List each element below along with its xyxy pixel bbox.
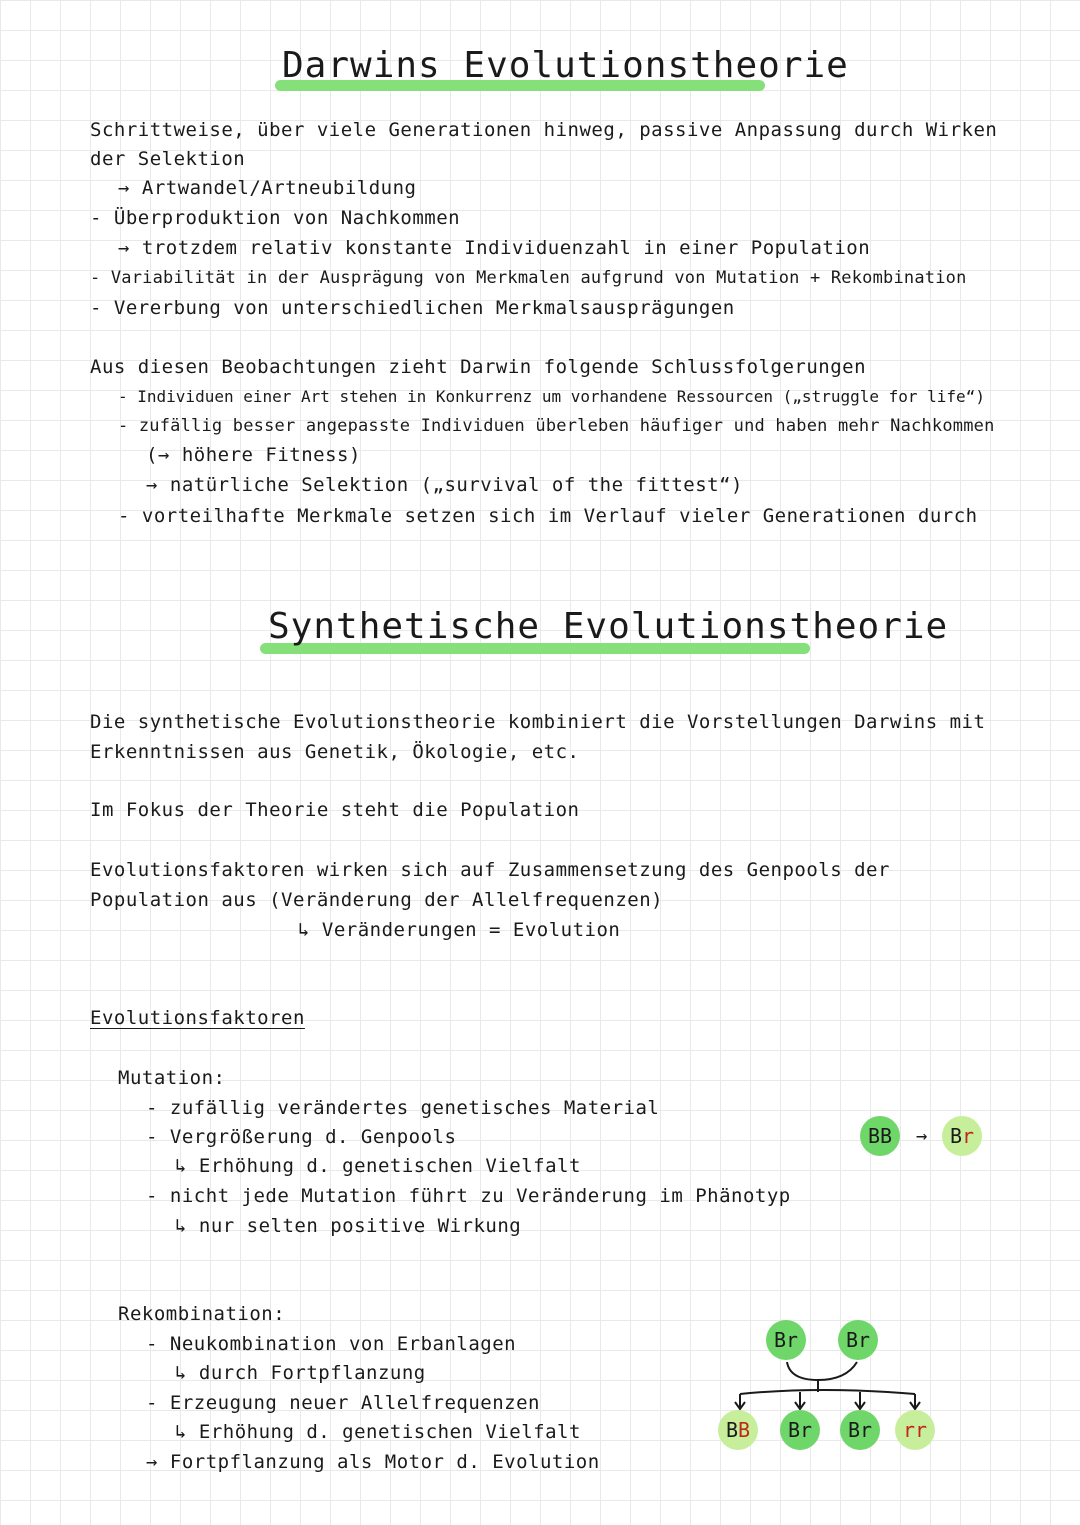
allele: B [880,1124,893,1148]
genotype-label: rr [902,1418,928,1442]
synthetic-line: Die synthetische Evolutionstheorie kombiniert die Vorstellungen Darwins mit [90,711,986,733]
conclusion-item: (→ höhere Fitness) [146,444,361,466]
conclusion-item: → natürliche Selektion („survival of the fittest“) [146,474,743,496]
genotype-label: Br [845,1328,871,1352]
recombination-line: → Fortpflanzung als Motor d. Evolution [146,1451,600,1473]
conclusion-intro: Aus diesen Beobachtungen zieht Darwin folgende Schlussfolgerungen [90,356,867,378]
offspring-circle [718,1410,758,1450]
synthetic-line: Erkenntnissen aus Genetik, Ökologie, etc. [90,741,580,763]
mutation-line: ↳ nur selten positive Wirkung [175,1215,522,1237]
allele: r [962,1124,975,1148]
darwin-line: - Überproduktion von Nachkommen [90,207,461,229]
allele: B [867,1124,880,1148]
mutation-line: - Vergrößerung d. Genpools [146,1126,457,1148]
conclusion-item: - Individuen einer Art stehen in Konkurrenz um vorhandene Ressourcen („struggle for life“) [118,387,985,406]
offspring-circle [840,1410,880,1450]
recombination-line: ↳ Erhöhung d. genetischen Vielfalt [175,1421,581,1443]
mutation-line: - nicht jede Mutation führt zu Veränderung im Phänotyp [146,1185,791,1207]
recombination-label: Rekombination: [118,1303,286,1325]
synthetic-line: Im Fokus der Theorie steht die Population [90,799,580,821]
synthetic-line: ↳ Veränderungen = Evolution [298,919,621,941]
recombination-line: - Neukombination von Erbanlagen [146,1333,517,1355]
darwin-line: der Selektion [90,148,246,170]
darwin-line: - Vererbung von unterschiedlichen Merkmalsausprägungen [90,297,735,319]
conclusion-item: - vorteilhafte Merkmale setzen sich im Verlauf vieler Generationen durch [118,505,978,527]
allele: B [738,1418,751,1442]
darwin-line: Schrittweise, über viele Generationen hinweg, passive Anpassung durch Wirken [90,119,998,141]
offspring-circle [780,1410,820,1450]
allele: B [949,1124,962,1148]
parent-circle [838,1320,878,1360]
genotype-label: Br [847,1418,873,1442]
recombination-line: ↳ durch Fortpflanzung [175,1362,426,1384]
conclusion-item: - zufällig besser angepasste Individuen überleben häufiger und haben mehr Nachkommen [118,416,995,436]
darwin-line: → trotzdem relativ konstante Individuenzahl in einer Population [118,237,871,259]
mutation-label: Mutation: [118,1067,226,1089]
offspring-circle [895,1410,935,1450]
synthetic-line: Evolutionsfaktoren wirken sich auf Zusammensetzung des Genpools der [90,859,890,881]
synthetic-line: Population aus (Veränderung der Allelfrequenzen) [90,889,664,911]
mutation-arrow: → [916,1125,928,1147]
parent-circle [766,1320,806,1360]
darwin-line: - Variabilität in der Ausprägung von Merkmalen aufgrund von Mutation + Rekombination [90,268,967,288]
mutation-line: ↳ Erhöhung d. genetischen Vielfalt [175,1155,581,1177]
factors-heading: Evolutionsfaktoren [90,1007,305,1029]
recombination-line: - Erzeugung neuer Allelfrequenzen [146,1392,540,1414]
synthetic-title: Synthetische Evolutionstheorie [268,606,949,647]
genotype-label: Br [787,1418,813,1442]
genotype-label: Br [773,1328,799,1352]
darwin-title: Darwins Evolutionstheorie [282,45,849,86]
allele: B [725,1418,738,1442]
darwin-line: → Artwandel/Artneubildung [118,177,417,199]
mutation-line: - zufällig verändertes genetisches Material [146,1097,660,1119]
